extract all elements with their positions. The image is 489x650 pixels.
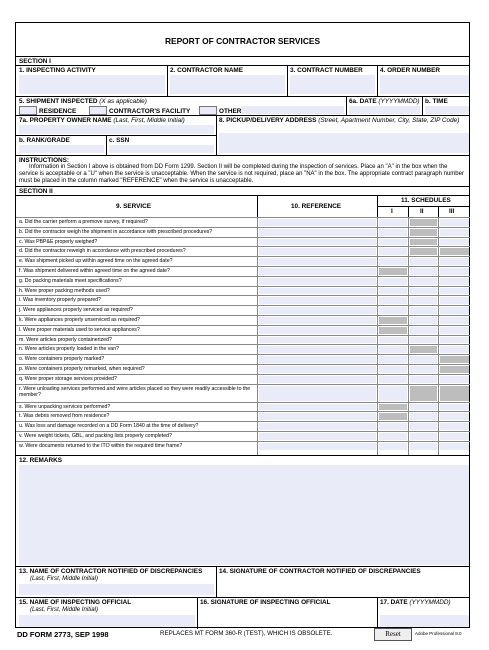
schedule-3-field[interactable] — [440, 229, 469, 236]
reference-field[interactable] — [259, 307, 376, 314]
service-question: j. Were appliances properly serviced as required? — [19, 307, 133, 314]
contractor-facility-checkbox[interactable] — [89, 106, 107, 115]
schedule-2-field[interactable] — [410, 288, 437, 295]
reference-field[interactable] — [259, 239, 376, 246]
schedule-3-field[interactable] — [440, 327, 469, 334]
service-row — [16, 246, 470, 256]
schedule-1-field[interactable] — [379, 433, 407, 440]
contractor-signature-label: 14. SIGNATURE OF CONTRACTOR NOTIFIED OF DISCREPANCIES — [219, 568, 421, 575]
service-question: o. Were containers properly marked? — [19, 356, 105, 363]
schedule-2-field[interactable] — [410, 423, 437, 430]
service-question: v. Were weight tickets, GBL, and packing lists properly completed? — [19, 433, 172, 439]
service-row — [16, 374, 470, 384]
service-question: h. Were proper packing methods used? — [19, 287, 110, 294]
schedule-2-field[interactable] — [410, 356, 437, 363]
inspecting-activity-label: 1. INSPECTING ACTIVITY — [19, 67, 96, 74]
reference-field[interactable] — [259, 356, 376, 363]
schedule-3-field[interactable] — [440, 288, 469, 295]
reference-field[interactable] — [259, 366, 376, 373]
shipment-inspected-label: 5. SHIPMENT INSPECTED (X as applicable) — [19, 98, 147, 105]
service-row — [16, 295, 470, 305]
schedule-3-field[interactable] — [440, 239, 469, 246]
official-date-field[interactable] — [380, 615, 469, 627]
schedule-2-field[interactable] — [410, 268, 437, 275]
schedule-1-field[interactable] — [379, 288, 407, 295]
instructions-text: Information in Section I above is obtained from DD Form 1299. Section II will be completed during the inspection of services. Place an "A" in the box when the service is acceptable or a "U" when the service is unacceptable. When the service is not required, place an "NA" in the box. The appropriate contract paragraph number must be placed in the column marked "REFERENCE" when the service is unacceptable. — [19, 164, 464, 184]
service-row — [16, 364, 470, 374]
contractor-services-form — [15, 22, 470, 628]
service-question: q. Were proper storage services provided? — [19, 375, 117, 382]
schedule-1-field[interactable] — [379, 337, 407, 344]
inspecting-official-field[interactable] — [19, 615, 195, 627]
service-row — [16, 402, 470, 412]
owner-name-field[interactable] — [19, 125, 214, 134]
service-row — [16, 384, 470, 402]
service-question: f. Was shipment delivered within agreed time on the agreed date? — [19, 268, 170, 274]
service-row — [16, 217, 470, 227]
contractor-notified-label: 13. NAME OF CONTRACTOR NOTIFIED OF DISCREPANCIES — [19, 568, 203, 575]
service-row — [16, 421, 470, 431]
order-number-label: 4. ORDER NUMBER — [380, 67, 441, 74]
service-question: w. Were documents returned to the ITO within the required time frame? — [19, 442, 183, 449]
reference-field[interactable] — [259, 268, 376, 275]
schedule-3-field[interactable] — [440, 376, 469, 383]
inspecting-activity-field[interactable] — [19, 75, 165, 94]
schedule-1-field[interactable] — [379, 346, 407, 353]
service-row — [16, 237, 470, 247]
schedule-1-field[interactable] — [379, 376, 407, 383]
schedule-2-field[interactable] — [410, 386, 437, 401]
schedule-3-field[interactable] — [440, 307, 469, 314]
service-row — [16, 431, 470, 441]
schedule-1-field[interactable] — [379, 248, 407, 255]
schedule-1-field[interactable] — [379, 327, 407, 334]
schedule-1-field[interactable] — [379, 278, 407, 285]
service-row — [16, 315, 470, 325]
other-checkbox[interactable] — [199, 106, 217, 115]
reference-field[interactable] — [259, 337, 376, 344]
schedule-3-field[interactable] — [440, 346, 469, 353]
reference-field[interactable] — [259, 288, 376, 295]
ssn-field[interactable] — [109, 145, 214, 153]
schedule-1-field[interactable] — [379, 356, 407, 363]
service-question: u. Was loss and damage recorded on a DD Form 1840 at the time of delivery? — [19, 423, 199, 430]
other-label: OTHER — [219, 108, 242, 115]
schedule-2-field[interactable] — [410, 443, 437, 450]
service-question: m. Were articles properly containerized? — [19, 336, 112, 343]
schedule-1-field[interactable] — [379, 219, 407, 226]
instructions-label: INSTRUCTIONS: — [19, 157, 70, 164]
schedule-3-field[interactable] — [440, 443, 469, 450]
contractor-name-label: 2. CONTRACTOR NAME — [170, 67, 244, 74]
schedule-1-field[interactable] — [379, 307, 407, 314]
service-row — [16, 354, 470, 364]
service-column-header: 9. SERVICE — [116, 203, 152, 210]
service-question: g. Do packing materials meet specifications? — [19, 277, 122, 284]
schedule-2-field[interactable] — [410, 366, 437, 373]
schedule-1-header: I — [391, 208, 393, 215]
remarks-label: 12. REMARKS — [19, 457, 62, 464]
service-row — [16, 305, 470, 315]
service-row — [16, 411, 470, 421]
schedule-2-field[interactable] — [410, 317, 437, 324]
official-date-label: 17. DATE (YYYYMMDD) — [380, 599, 451, 606]
schedule-1-field[interactable] — [379, 297, 407, 304]
reference-field[interactable] — [259, 219, 376, 226]
date-field[interactable] — [349, 106, 420, 114]
schedule-3-header: III — [449, 208, 455, 215]
schedule-2-field[interactable] — [410, 278, 437, 285]
owner-name-label: 7a. PROPERTY OWNER NAME (Last, First, Middle Initial) — [19, 117, 185, 124]
service-question: c. Was PBP&E properly weighed? — [19, 238, 98, 245]
schedule-2-header: II — [420, 208, 424, 215]
schedule-2-field[interactable] — [410, 376, 437, 383]
schedule-3-field[interactable] — [440, 386, 469, 401]
contract-number-label: 3. CONTRACT NUMBER — [290, 67, 363, 74]
schedule-3-field[interactable] — [440, 337, 469, 344]
schedule-3-field[interactable] — [440, 423, 469, 430]
schedule-2-field[interactable] — [410, 248, 437, 255]
schedules-column-header: 11. SCHEDULES — [401, 197, 451, 204]
service-row — [16, 256, 470, 266]
service-question: t. Was debris removed from residence? — [19, 413, 110, 420]
schedule-1-field[interactable] — [379, 268, 407, 275]
schedule-2-field[interactable] — [410, 413, 437, 420]
schedule-2-field[interactable] — [410, 229, 437, 236]
schedule-3-field[interactable] — [440, 258, 469, 265]
schedule-1-field[interactable] — [379, 443, 407, 450]
schedule-2-field[interactable] — [410, 404, 437, 411]
reset-button[interactable]: Reset — [374, 628, 412, 641]
schedule-2-field[interactable] — [410, 337, 437, 344]
contractor-facility-label: CONTRACTOR'S FACILITY — [109, 108, 191, 115]
reference-field[interactable] — [259, 317, 376, 324]
pickup-address-label: 8. PICKUP/DELIVERY ADDRESS (Street, Apartment Number, City, State, ZIP Code) — [219, 117, 460, 124]
time-field[interactable] — [425, 106, 469, 114]
inspecting-official-label: 15. NAME OF INSPECTING OFFICIAL — [19, 599, 132, 606]
reference-field[interactable] — [259, 248, 376, 255]
schedule-3-field[interactable] — [440, 268, 469, 275]
service-question: d. Did the contractor reweigh in accordance with prescribed procedures? — [19, 248, 186, 255]
schedule-1-field[interactable] — [379, 404, 407, 411]
remarks-field[interactable] — [19, 465, 469, 565]
service-row — [16, 335, 470, 345]
schedule-2-field[interactable] — [410, 327, 437, 334]
form-title: REPORT OF CONTRACTOR SERVICES — [164, 36, 321, 46]
service-row — [16, 266, 470, 276]
schedule-2-field[interactable] — [410, 219, 437, 226]
service-question: s. Were unpacking services performed? — [19, 403, 111, 410]
schedule-3-field[interactable] — [440, 356, 469, 363]
order-number-field[interactable] — [380, 75, 469, 94]
reference-field[interactable] — [259, 376, 376, 383]
reference-field[interactable] — [259, 413, 376, 420]
service-row — [16, 276, 470, 286]
schedule-1-field[interactable] — [379, 366, 407, 373]
reference-field[interactable] — [259, 443, 376, 450]
service-question: b. Did the contractor weigh the shipment in accordance with prescribed procedures? — [19, 228, 213, 235]
reference-field[interactable] — [259, 327, 376, 334]
reference-field[interactable] — [259, 278, 376, 285]
service-question: l. Were proper materials used to service appliances? — [19, 326, 140, 333]
schedule-3-field[interactable] — [440, 366, 469, 373]
contract-number-field[interactable] — [290, 75, 375, 94]
schedule-2-field[interactable] — [410, 239, 437, 246]
rank-grade-label: b. RANK/GRADE — [19, 137, 70, 144]
schedule-3-field[interactable] — [440, 317, 469, 324]
service-question: i. Was inventory properly prepared? — [19, 297, 101, 304]
reference-field[interactable] — [259, 346, 376, 353]
service-question: r. Were unloading services performed and were articles placed so they were readily accessible to the member? — [19, 385, 251, 398]
service-question: a. Did the carrier perform a premove survey, if required? — [19, 219, 148, 225]
schedule-3-field[interactable] — [440, 219, 469, 226]
service-row — [16, 286, 470, 296]
service-row — [16, 325, 470, 335]
schedule-2-field[interactable] — [410, 346, 437, 353]
contractor-name-field[interactable] — [170, 75, 285, 94]
pickup-address-field[interactable] — [219, 133, 469, 153]
contractor-notified-field[interactable] — [19, 584, 214, 595]
other-specify-field[interactable] — [241, 106, 344, 114]
schedule-1-field[interactable] — [379, 413, 407, 420]
schedule-3-field[interactable] — [440, 433, 469, 440]
schedule-3-field[interactable] — [440, 248, 469, 255]
service-question: p. Were containers properly remarked, when required? — [19, 366, 145, 372]
rank-grade-field[interactable] — [19, 145, 104, 153]
schedule-3-field[interactable] — [440, 404, 469, 411]
schedule-1-field[interactable] — [379, 386, 407, 401]
section-2-label: SECTION II — [19, 188, 53, 195]
reference-field[interactable] — [259, 258, 376, 265]
reference-field[interactable] — [259, 386, 376, 401]
residence-label: RESIDENCE — [39, 108, 77, 115]
schedule-3-field[interactable] — [440, 278, 469, 285]
reference-field[interactable] — [259, 423, 376, 430]
replaces-note: REPLACES MT FORM 360-R (TEST), WHICH IS OBSOLETE. — [160, 630, 333, 637]
schedule-2-field[interactable] — [410, 258, 437, 265]
form-id: DD FORM 2773, SEP 1998 — [17, 630, 109, 639]
schedule-1-field[interactable] — [379, 239, 407, 246]
schedule-1-field[interactable] — [379, 317, 407, 324]
service-question: e. Was shipment picked up within agreed time on the agreed date? — [19, 258, 173, 265]
schedule-2-field[interactable] — [410, 297, 437, 304]
reference-field[interactable] — [259, 229, 376, 236]
service-row — [16, 441, 470, 451]
inspecting-official-hint: (Last, First, Middle Initial) — [30, 606, 99, 613]
schedule-3-field[interactable] — [440, 297, 469, 304]
time-label: b. TIME — [425, 98, 448, 105]
reference-field[interactable] — [259, 404, 376, 411]
reference-column-header: 10. REFERENCE — [291, 203, 342, 210]
service-row — [16, 227, 470, 237]
reference-field[interactable] — [259, 433, 376, 440]
date-label: 6a. DATE (YYYYMMDD) — [349, 98, 420, 105]
service-question: k. Were appliances properly unserviced as required? — [19, 317, 141, 323]
software-note: Adobe Professional 8.0 — [415, 631, 462, 636]
reference-field[interactable] — [259, 297, 376, 304]
service-row — [16, 344, 470, 354]
schedule-1-field[interactable] — [379, 423, 407, 430]
schedule-3-field[interactable] — [440, 413, 469, 420]
section-1-label: SECTION I — [19, 58, 51, 65]
schedule-2-field[interactable] — [410, 307, 437, 314]
residence-checkbox[interactable] — [19, 106, 37, 115]
contractor-notified-hint: (Last, First, Middle Initial) — [30, 575, 99, 582]
service-question: n. Were articles properly loaded in the van? — [19, 346, 119, 353]
schedule-2-field[interactable] — [410, 433, 437, 440]
schedule-1-field[interactable] — [379, 229, 407, 236]
ssn-label: c. SSN — [109, 137, 130, 144]
official-signature-label: 16. SIGNATURE OF INSPECTING OFFICIAL — [200, 599, 331, 606]
schedule-1-field[interactable] — [379, 258, 407, 265]
